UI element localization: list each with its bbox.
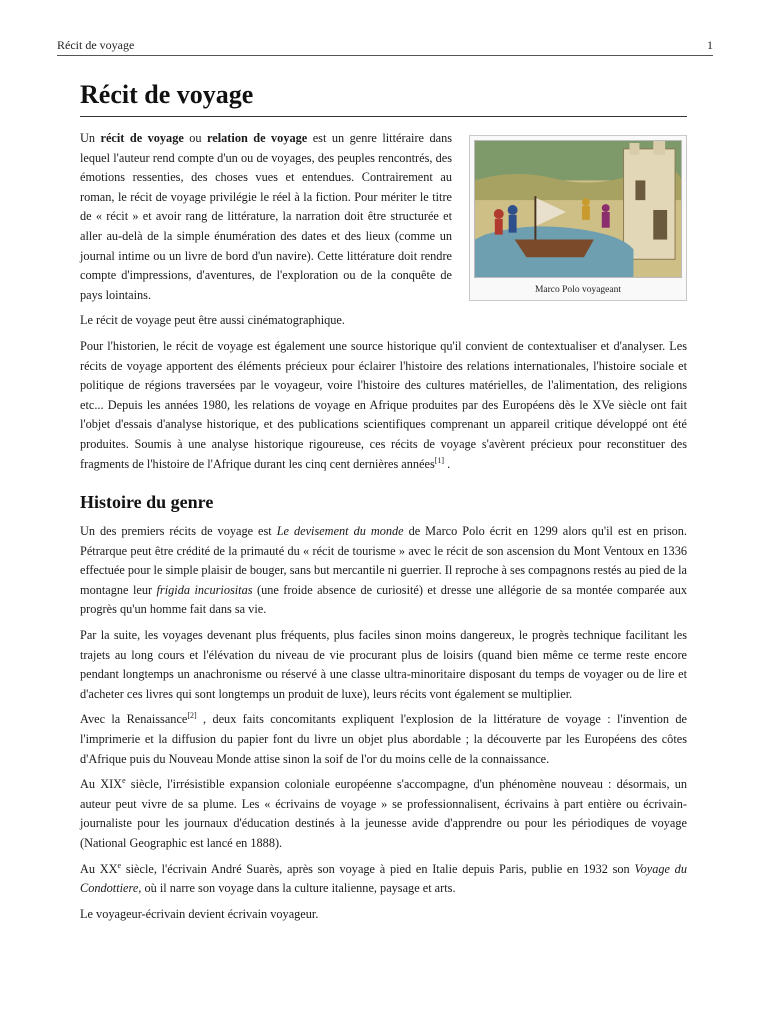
reference-2[interactable]: [2] xyxy=(187,711,197,721)
paragraph-first-narratives: Un des premiers récits de voyage est Le devisement du monde de Marco Polo écrit en 1299 alors qu'il est en prison. Pétrarque peut être crédité de la primauté du « récit de tourisme » avec le récit de son ascension du Mont Ventoux en 1336 effectuée pour le simple plaisir de bouger, sans but mercantile ni guerrier. Il reproche à ses compagnons restés au pied de la montagne leur frigida incuriositas (une froide absence de curiosité) et dresse une allégorie de sa montée comparée aux progrès qu'un homme fait dans sa vie. xyxy=(80,524,687,617)
paragraph-19th-century: Au XIXe siècle, l'irrésistible expansion coloniale européenne s'accompagne, d'un phénomène nouveau : désormais, un auteur peut vivre de sa plume. Les « écrivains de voyage » se professionnalisent, écrivains à part entière ou écrivain-journaliste pour les journaux d'éducation destinés à la jeunesse avide d'apprendre ou pour les périodiques de voyage (National Geographic est lancé en 1888). xyxy=(80,776,688,850)
term-recit-de-voyage: récit de voyage xyxy=(100,131,184,145)
page-number: 1 xyxy=(707,38,713,52)
title-devisement: Le devisement du monde xyxy=(276,524,404,539)
paragraph-cinema: Le récit de voyage peut être aussi cinématographique. xyxy=(80,313,345,328)
article xyxy=(80,78,687,930)
reference-1[interactable]: [1] xyxy=(434,455,445,465)
intro-paragraph: Un récit de voyage ou relation de voyage est un genre littéraire dans lequel l'auteur rend compte d'un ou de voyages, des peuples rencontrés, des émotions ressenties, des choses vues et entendues. Contrairement au roman, le récit de voyage privilégie le réel à la fiction. Pour mériter le titre de « récit » et avoir rang de littérature, la narration doit être structurée et aller au-delà de la simple énumération des dates et des lieux (comme un journal intime ou un livre de bord d'un navire). Cette littérature doit rendre compte d'impressions, d'aventures, de l'exploration ou de la conquête de pays lointains. xyxy=(80,131,453,302)
running-header xyxy=(57,38,713,56)
figure-caption: Marco Polo voyageant xyxy=(534,285,621,295)
page-title: Récit de voyage xyxy=(80,78,687,117)
paragraph-20th-century: Au XXe siècle, l'écrivain André Suarès, après son voyage à pied en Italie depuis Paris, publie en 1932 son Voyage du Condottiere, où il narre son voyage dans la culture italienne, paysage et arts. xyxy=(80,860,687,896)
section-heading: Histoire du genre xyxy=(80,492,214,513)
figure-box xyxy=(469,135,687,301)
paragraph-travel-growth: Par la suite, les voyages devenant plus fréquents, plus faciles sinon moins dangereux, le progrès technique facilitant les trajets au long cours et l'élévation du niveau de vie procurant plus de loisirs (quand bien même ce terme reste encore pendant longtemps un anachronisme ou réservé à une classe ultra-minoritaire disposant du temps de voyager ou de lire et d'acheter ces livres qui sont longtemps un produit de luxe), leurs récits vont également se multiplier. xyxy=(80,628,687,701)
running-title: Récit de voyage xyxy=(57,38,135,52)
illuminated-manuscript-image[interactable] xyxy=(474,140,682,278)
paragraph-renaissance: Avec la Renaissance[2] , deux faits concomitants expliquent l'explosion de la littérature de voyage : l'invention de l'imprimerie et la diffusion du papier font du livre un objet plus abordable ; la découverte par les Européens des côtes d'Afrique puis du Nouveau Monde attise sinon la soif de l'or du moins celle de la connaissance. xyxy=(80,711,687,766)
title-condottiere: Voyage du Condottiere xyxy=(80,861,687,896)
latin-phrase: frigida incuriositas xyxy=(156,582,253,597)
term-relation-de-voyage: relation de voyage xyxy=(207,131,308,145)
paragraph-conclusion: Le voyageur-écrivain devient écrivain voyageur. xyxy=(80,906,319,921)
paragraph-historian: Pour l'historien, le récit de voyage est également une source historique qu'il convient de contextualiser et d'analyser. Les récits de voyage apportent des éléments précieux pour éclairer l'histoire des relations internationales, l'histoire sociale et politique de régions traversées par le voyageur, voire l'histoire des cultures matérielles, de l'alimentation, des religions etc... Depuis les années 1980, les relations de voyage en Afrique produites par des Européens dès le XVe siècle ont fait l'objet d'essais d'analyse historique, et des publications scientifiques comprenant un appareil critique développé ont été produites. Soumis à une analyse historique rigoureuse, ces récits de voyage s'avèrent précieux pour reconstituer des fragments de l'histoire de l'Afrique durant les cinq cent dernières années[1] . xyxy=(80,338,687,471)
